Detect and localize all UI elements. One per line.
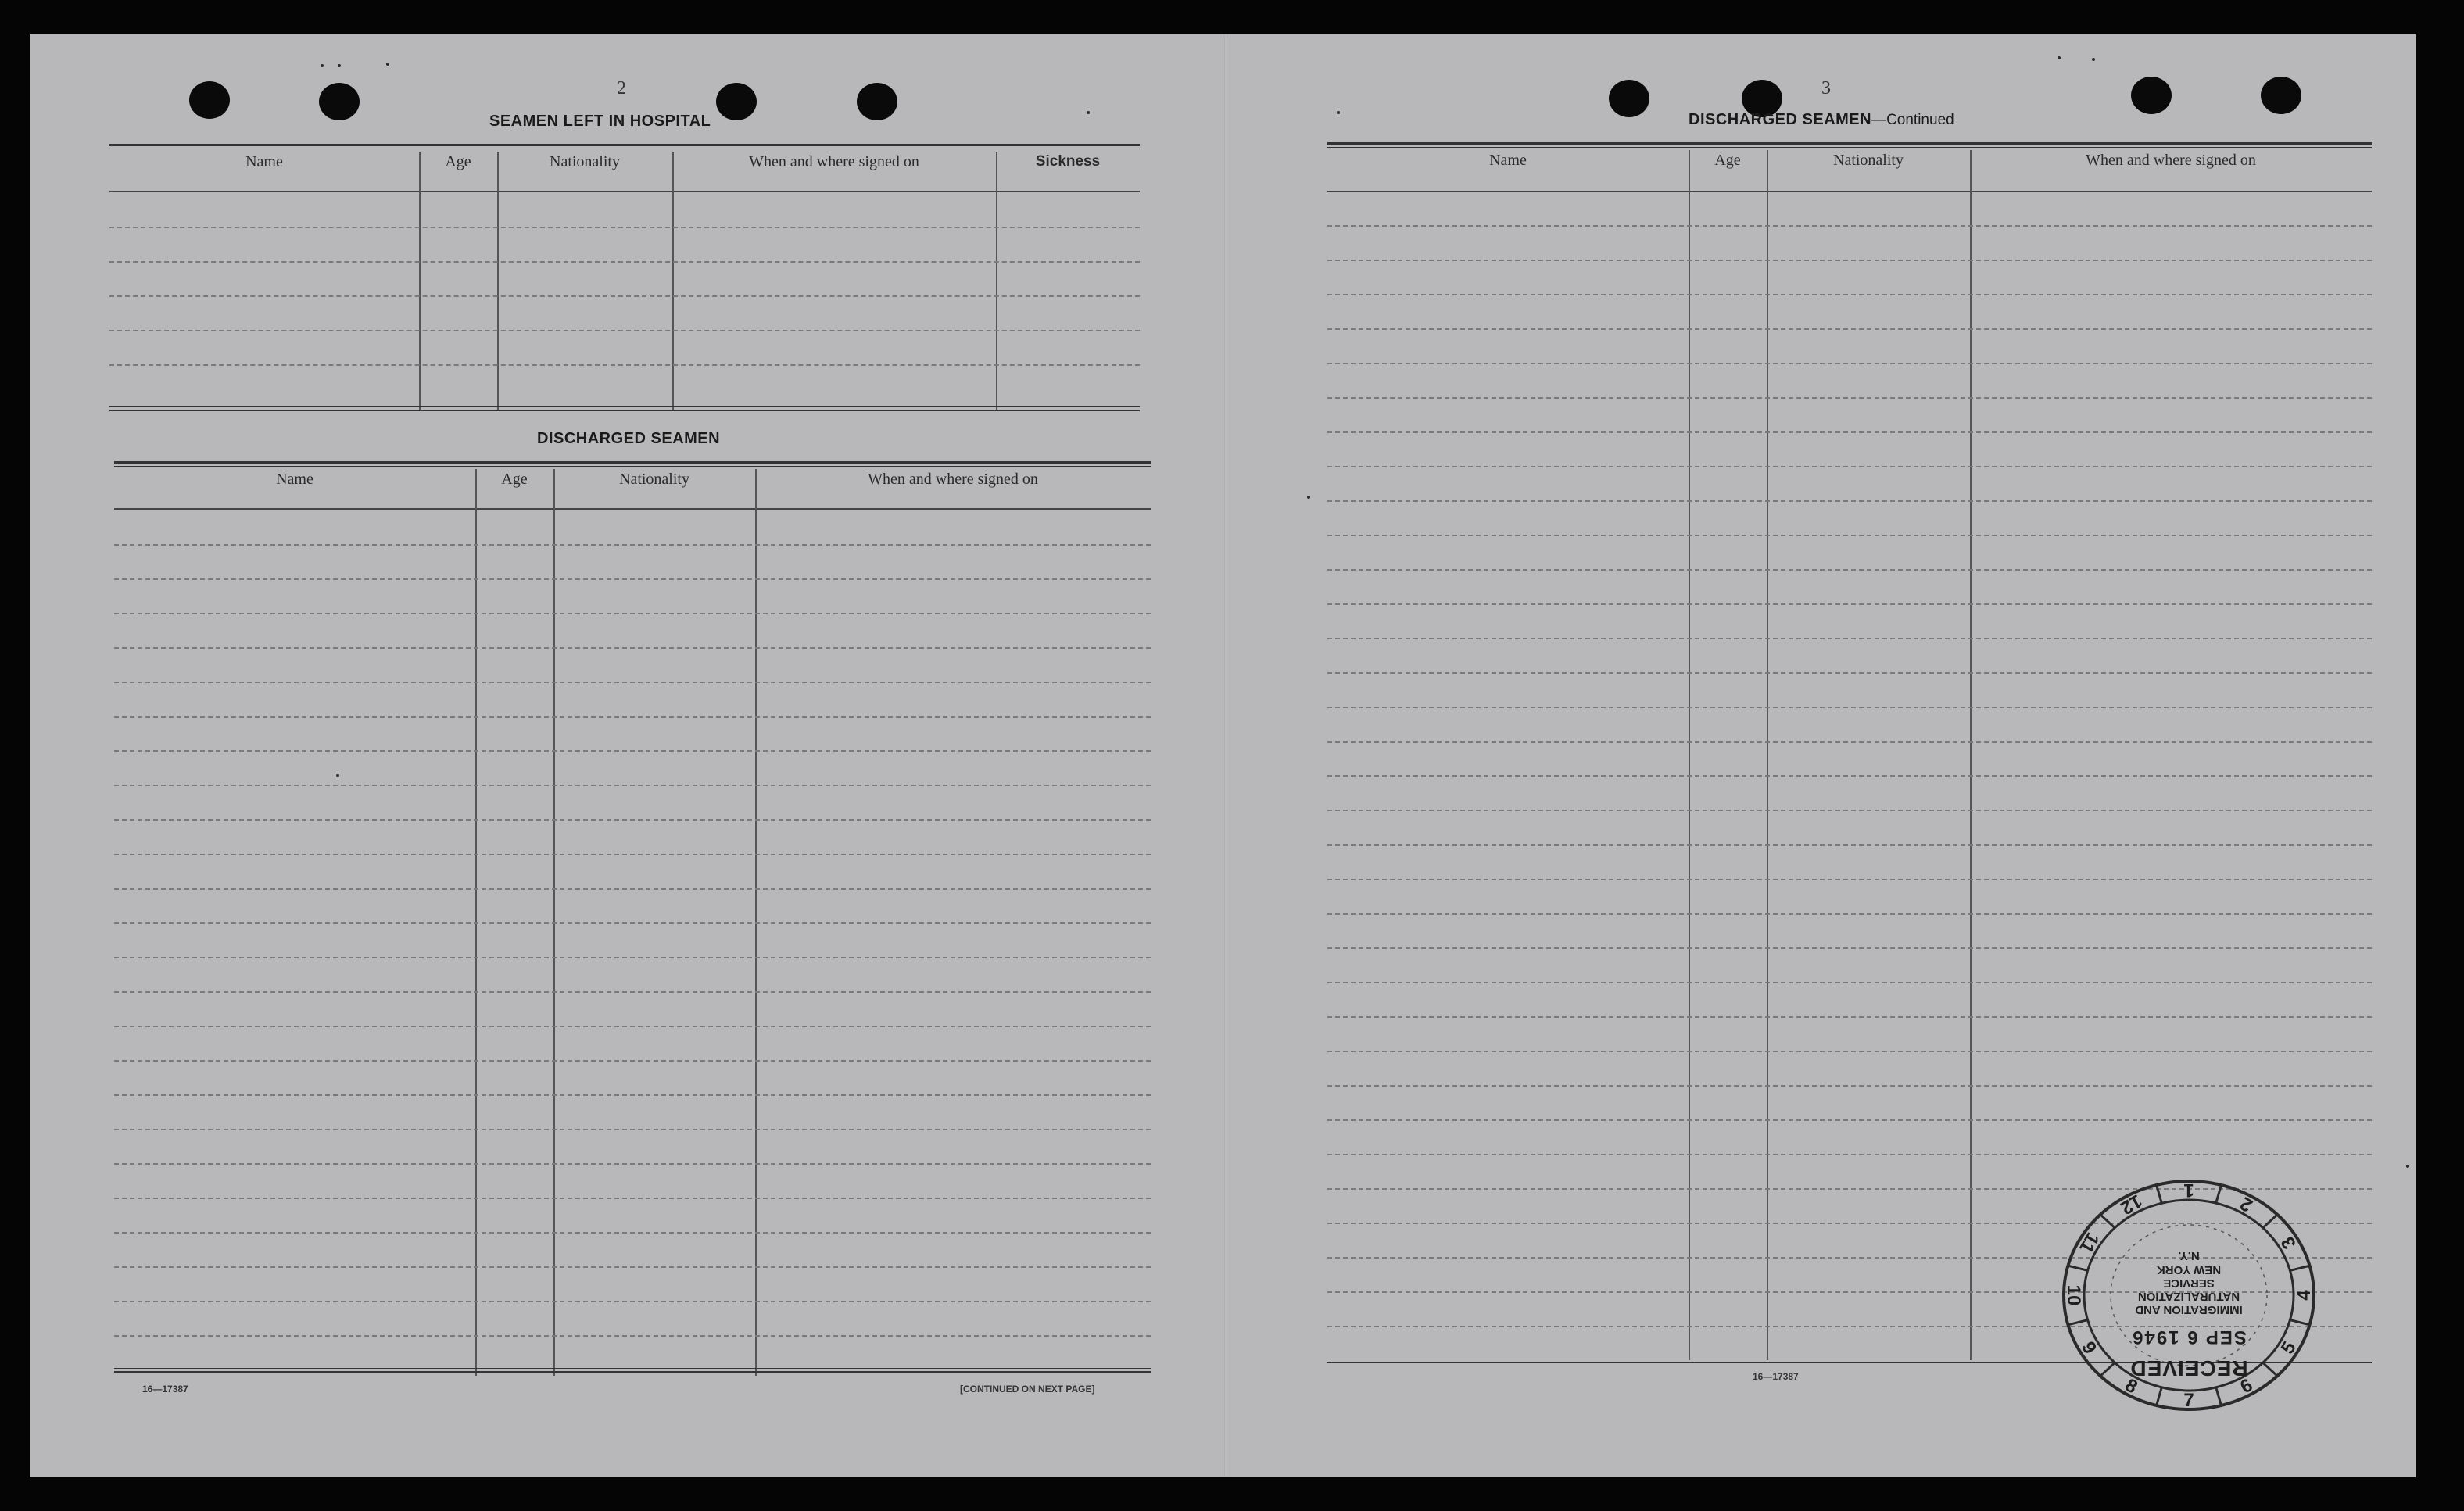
- table-row: [1327, 397, 2372, 399]
- column-header-age: Age: [1714, 152, 1741, 169]
- table-row: [1327, 1051, 2372, 1052]
- table-row: [114, 544, 1151, 546]
- stamp-ring-tick: [2290, 1320, 2309, 1325]
- form-number: 16—17387: [1753, 1371, 1799, 1382]
- table-bottom-rule: [114, 1368, 1151, 1373]
- stamp-ring-number: 4: [2294, 1290, 2315, 1301]
- stamp-ring-tick: [2157, 1387, 2162, 1405]
- continued-note: [CONTINUED ON NEXT PAGE]: [960, 1384, 1095, 1395]
- table-row: [114, 991, 1151, 993]
- table-bottom-rule: [109, 406, 1140, 411]
- table-row: [1327, 500, 2372, 502]
- column-header-age: Age: [501, 471, 528, 488]
- column-header-name: Name: [1489, 152, 1527, 169]
- table-row: [1327, 947, 2372, 949]
- column-header-age: Age: [445, 153, 471, 170]
- table-row: [114, 1335, 1151, 1337]
- table-row: [114, 578, 1151, 580]
- table-row: [1327, 775, 2372, 777]
- stamp-date: SEP 6 1946: [2131, 1327, 2247, 1348]
- table-row: [114, 1163, 1151, 1165]
- table-row: [114, 1198, 1151, 1199]
- stamp-ring-number: 7: [2183, 1390, 2194, 1411]
- table-top-rule: [1327, 142, 2372, 148]
- discharged-table-left: [114, 461, 1151, 1376]
- table-row: [114, 888, 1151, 890]
- table-row: [114, 750, 1151, 752]
- stamp-ring-number: 3: [2276, 1233, 2301, 1253]
- header-rule: [109, 191, 1140, 192]
- table-row: [114, 1026, 1151, 1027]
- form-number: 16—17387: [142, 1384, 188, 1395]
- stamp-word: RECEIVED: [2129, 1356, 2248, 1380]
- stamp-ring-number: 8: [2121, 1374, 2141, 1398]
- table-row: [1327, 294, 2372, 295]
- table-row: [114, 1129, 1151, 1130]
- table-row: [1327, 672, 2372, 674]
- column-header-signed-on: When and where signed on: [868, 471, 1038, 488]
- column-divider: [497, 152, 499, 410]
- stamp-ring-number: 12: [2116, 1190, 2146, 1219]
- table-row: [1327, 741, 2372, 743]
- table-row: [114, 819, 1151, 821]
- table-row: [1327, 810, 2372, 811]
- table-row: [114, 922, 1151, 924]
- table-row: [1327, 225, 2372, 227]
- table-row: [1327, 535, 2372, 536]
- table-row: [114, 957, 1151, 958]
- table-row: [1327, 431, 2372, 433]
- stamp-ring-number: 10: [2063, 1284, 2084, 1306]
- column-header-signed-on: When and where signed on: [749, 153, 919, 170]
- page-number: 2: [617, 78, 626, 98]
- column-header-name: Name: [276, 471, 313, 488]
- section-title-hospital: SEAMEN LEFT IN HOSPITAL: [489, 113, 711, 130]
- column-divider: [419, 152, 421, 410]
- page-number: 3: [1821, 78, 1831, 98]
- table-top-rule: [109, 144, 1140, 149]
- table-row: [1327, 1085, 2372, 1087]
- stamp-ring-number: 1: [2183, 1180, 2194, 1201]
- column-header-name: Name: [245, 153, 283, 170]
- table-row: [114, 1266, 1151, 1268]
- table-row: [1327, 844, 2372, 846]
- table-row: [109, 330, 1140, 331]
- table-row: [114, 1094, 1151, 1096]
- table-row: [114, 1301, 1151, 1302]
- table-top-rule: [114, 461, 1151, 467]
- document-paper: [30, 34, 2416, 1477]
- table-row: [109, 295, 1140, 297]
- stamp-agency-line2: NATURALIZATION: [2137, 1290, 2240, 1303]
- continued-suffix: —Continued: [1871, 112, 1954, 128]
- stamp-ring-tick: [2216, 1387, 2222, 1405]
- table-row: [1327, 466, 2372, 467]
- stamp-ring-tick: [2157, 1185, 2162, 1203]
- stamp-state: N.Y.: [2178, 1249, 2200, 1262]
- column-header-signed-on: When and where signed on: [2086, 152, 2256, 169]
- stamp-agency-line1: IMMIGRATION AND: [2135, 1303, 2243, 1316]
- stamp-ring-tick: [2100, 1215, 2115, 1228]
- section-title-discharged: DISCHARGED SEAMEN: [537, 430, 721, 447]
- table-row: [109, 364, 1140, 366]
- stamp-ring-number: 2: [2237, 1192, 2257, 1216]
- column-divider: [996, 152, 997, 410]
- stamp-ring-tick: [2068, 1320, 2088, 1325]
- table-row: [114, 1060, 1151, 1062]
- stamp-ring-number: 11: [2075, 1229, 2104, 1257]
- table-row: [1327, 982, 2372, 983]
- table-row: [1327, 707, 2372, 708]
- stamp-ring-tick: [2290, 1266, 2309, 1270]
- table-row: [1327, 1154, 2372, 1155]
- header-rule: [114, 508, 1151, 510]
- table-row: [1327, 913, 2372, 915]
- table-row: [114, 1232, 1151, 1234]
- section-title-text: DISCHARGED SEAMEN: [1689, 111, 1872, 128]
- stamp-agency-line3: SERVICE: [2163, 1276, 2215, 1290]
- table-row: [1327, 638, 2372, 639]
- table-row: [114, 716, 1151, 718]
- table-row: [1327, 260, 2372, 261]
- stamp-ring-tick: [2068, 1266, 2088, 1270]
- table-row: [114, 785, 1151, 786]
- table-row: [109, 227, 1140, 228]
- stamp-ring-tick: [2216, 1185, 2222, 1203]
- table-row: [114, 613, 1151, 614]
- column-header-nationality: Nationality: [1833, 152, 1904, 169]
- column-header-sickness: Sickness: [1035, 153, 1101, 170]
- table-row: [114, 682, 1151, 683]
- table-row: [109, 261, 1140, 263]
- stamp-ring-number: 6: [2237, 1374, 2257, 1398]
- stamp-ring-number: 5: [2276, 1337, 2301, 1358]
- left-page: [30, 34, 1226, 1477]
- table-row: [1327, 1016, 2372, 1018]
- column-divider: [1767, 150, 1768, 1360]
- header-rule: [1327, 191, 2372, 192]
- table-row: [1327, 363, 2372, 364]
- column-header-nationality: Nationality: [550, 153, 620, 170]
- hospital-table: [109, 144, 1140, 410]
- stamp-ring-tick: [2263, 1215, 2277, 1228]
- column-divider: [1689, 150, 1690, 1360]
- table-row: [1327, 879, 2372, 880]
- table-row: [1327, 328, 2372, 330]
- stamp-ring-number: 9: [2077, 1337, 2101, 1358]
- table-row: [114, 854, 1151, 855]
- table-row: [1327, 603, 2372, 605]
- section-title-discharged-continued: [1689, 111, 1954, 129]
- table-row: [1327, 569, 2372, 571]
- table-row: [114, 647, 1151, 649]
- received-stamp: [2056, 1174, 2322, 1416]
- column-divider: [1970, 150, 1972, 1360]
- column-divider: [672, 152, 674, 410]
- stamp-city: NEW YORK: [2156, 1263, 2222, 1276]
- table-row: [1327, 1119, 2372, 1121]
- column-header-nationality: Nationality: [619, 471, 689, 488]
